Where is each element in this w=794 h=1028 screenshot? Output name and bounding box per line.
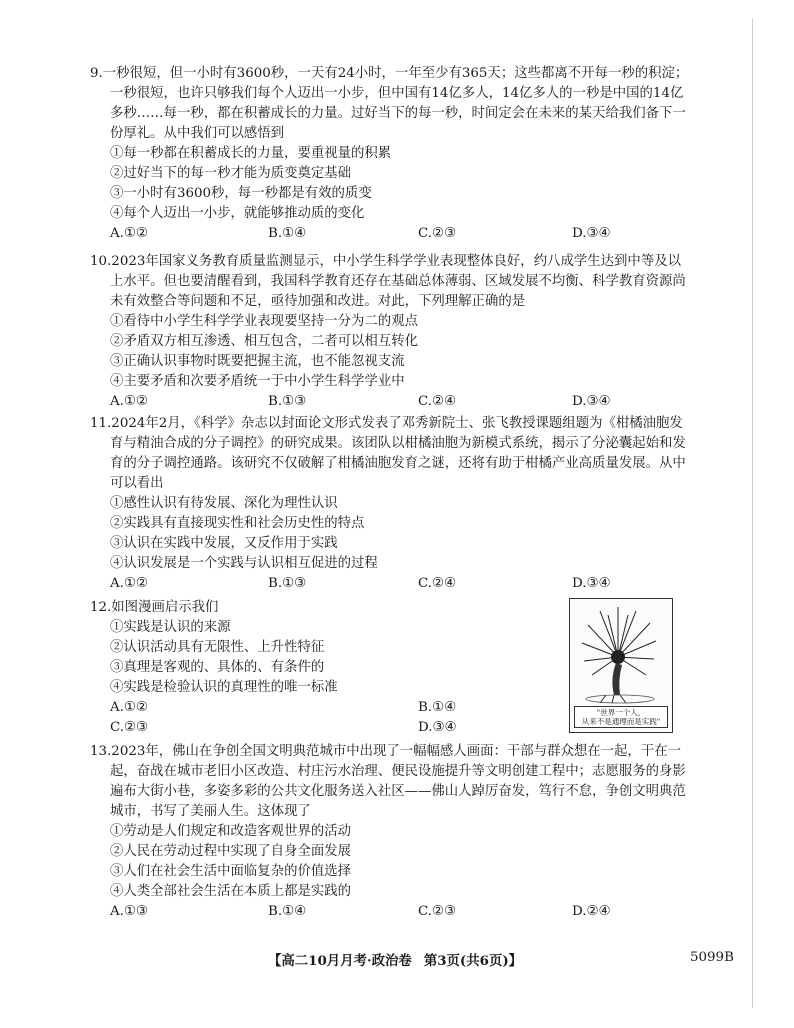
choice-d: D.③④	[572, 576, 611, 591]
choice-a: A.①②	[110, 700, 148, 715]
question-stem: 13.2023年，佛山在争创全国文明典范城市中出现了一幅幅感人画面：干部与群众想在一起，干在一起，奋战在城市老旧小区改造、村庄污水治理、便民设施提升等文明创建工程中；志愿服务的身影遍布大街小巷，多姿多彩的公共文化服务送入社区——佛山人踔厉奋发，笃行不怠，争创文明典范城市，书写了美丽人生。这体现了	[90, 744, 686, 819]
statement-3: ③认识在实践中发展，又反作用于实践	[110, 536, 338, 551]
choice-b: B.①④	[268, 904, 307, 919]
statement-1: ①每一秒都在积蓄成长的力量，要重视量的积累	[110, 146, 392, 161]
page-edge-line	[752, 18, 753, 1008]
footer-title: 【高二10月月考·政治卷	[268, 953, 412, 969]
choice-d: D.③④	[572, 226, 611, 241]
answer-choices	[110, 574, 690, 594]
question-12	[90, 598, 550, 738]
choice-b: B.①③	[268, 394, 307, 409]
statement-4: ④实践是检验认识的真理性的唯一标准	[110, 680, 338, 695]
choice-c: C.②③	[418, 904, 457, 919]
statement-4: ④主要矛盾和次要矛盾统一于中小学生科学学业中	[110, 374, 405, 389]
question-stem: 11.2024年2月，《科学》杂志以封面论文形式发表了邓秀新院士、张飞教授课题组题为《柑橘油胞发育与精油合成的分子调控》的研究成果。该团队以柑橘油胞为新模式系统，揭示了分泌囊起始和发育的分子调控通路。该研究不仅破解了柑橘油胞发育之谜，还将有助于柑橘产业高质量发展。从中可以看出	[90, 416, 686, 491]
question-13	[90, 742, 690, 922]
cartoon-caption	[574, 706, 668, 728]
choice-d: D.②④	[572, 904, 611, 919]
choice-a: A.①②	[110, 226, 148, 241]
choice-b: B.①④	[418, 700, 457, 715]
statement-1: ①看待中小学生科学学业表现要坚持一分为二的观点	[110, 314, 418, 329]
statement-4: ④认识发展是一个实践与认识相互促进的过程	[110, 556, 378, 571]
statement-2: ②认识活动具有无限性、上升性特征	[110, 640, 325, 655]
statement-1: ①感性认识有待发展、深化为理性认识	[110, 496, 338, 511]
answer-choices-row-1	[110, 698, 550, 718]
choice-d: D.③④	[418, 720, 457, 735]
statement-2: ②矛盾双方相互渗透、相互包含，二者可以相互转化	[110, 334, 418, 349]
choice-a: A.①③	[110, 904, 148, 919]
footer-page-number: 第3页(共6页)】	[423, 953, 523, 969]
page-footer	[268, 950, 522, 969]
statement-3: ③一小时有3600秒，每一秒都是有效的质变	[110, 186, 372, 201]
question-11	[90, 414, 690, 594]
statement-3: ③人们在社会生活中面临复杂的价值选择	[110, 864, 352, 879]
answer-choices	[110, 224, 690, 244]
question-stem: 10.2023年国家义务教育质量监测显示，中小学生科学学业表现整体良好，约八成学生达到中等及以上水平。但也要清醒看到，我国科学教育还存在基础总体薄弱、区域发展不均衡、科学教育资源尚未有效整合等问题和不足，亟待加强和改进。对此，下列理解正确的是	[90, 254, 686, 309]
cartoon-figure	[569, 598, 673, 733]
question-9	[90, 64, 690, 244]
statement-1: ①实践是认识的来源	[110, 620, 231, 635]
statement-2: ②人民在劳动过程中实现了自身全面发展	[110, 844, 352, 859]
choice-b: B.①④	[268, 226, 307, 241]
answer-choices-row-2	[110, 718, 550, 738]
caption-line-2: 从来不是通理而是实践"	[581, 717, 661, 726]
choice-c: C.②④	[418, 394, 457, 409]
paper-code: 5099B	[690, 950, 734, 965]
answer-choices	[110, 902, 690, 922]
statement-3: ③真理是客观的、具体的、有条件的	[110, 660, 325, 675]
choice-b: B.①③	[268, 576, 307, 591]
caption-line-1: "世界一个人，	[596, 708, 646, 717]
choice-c: C.②③	[110, 720, 149, 735]
statement-3: ③正确认识事物时既要把握主流，也不能忽视支流	[110, 354, 405, 369]
question-stem: 9.一秒很短，但一小时有3600秒，一天有24小时，一年至少有365天；这些都离不开每一秒的积淀；一秒很短，也许只够我们每个人迈出一小步，但中国有14亿多人，14亿多人的一秒是中国的14亿多秒……每一秒，都在积蓄成长的力量。过好当下的每一秒，时间定会在未来的某天给我们备下一份厚礼。从中我们可以感悟到	[90, 66, 689, 141]
answer-choices	[110, 392, 690, 412]
choice-d: D.③④	[572, 394, 611, 409]
question-stem: 12.如图漫画启示我们	[90, 600, 219, 615]
question-10	[90, 252, 690, 412]
choice-c: C.②④	[418, 576, 457, 591]
statement-4: ④人类全部社会生活在本质上都是实践的	[110, 884, 352, 899]
choice-c: C.②③	[418, 226, 457, 241]
choice-a: A.①②	[110, 576, 148, 591]
statement-4: ④每个人迈出一小步，就能够推动质的变化	[110, 206, 365, 221]
statement-2: ②过好当下的每一秒才能为质变奠定基础	[110, 166, 352, 181]
statement-1: ①劳动是人们规定和改造客观世界的活动	[110, 824, 352, 839]
choice-a: A.①②	[110, 394, 148, 409]
statement-2: ②实践具有直接现实性和社会历史性的特点	[110, 516, 365, 531]
